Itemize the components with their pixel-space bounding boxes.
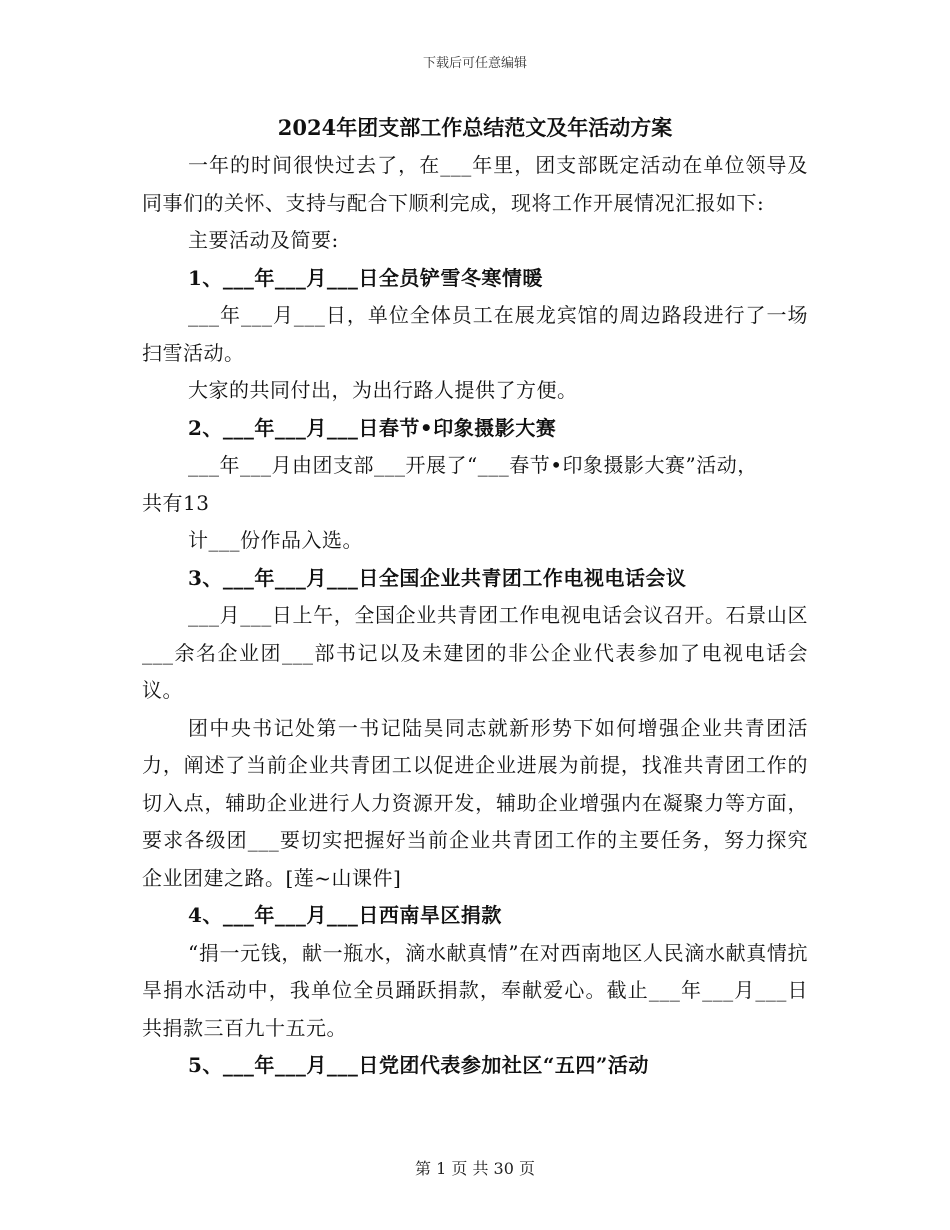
- body-paragraph: “捐一元钱，献一瓶水，滴水献真情”在对西南地区人民滴水献真情抗旱捐水活动中，我单位全员踊跃捐款，奉献爱心。截止___年___月___日共捐款三百九十五元。: [142, 940, 808, 1040]
- body-paragraph: 团中央书记处第一书记陆昊同志就新形势下如何增强企业共青团活力，阐述了当前企业共青团工以促进企业进展为前提，找准共青团工作的切入点，辅助企业进行人力资源开发，辅助企业增强内在凝聚力等方面，要求各级团___要切实把握好当前企业共青团工作的主要任务，努力探究企业团建之路。[莲~山课件]: [142, 715, 808, 890]
- section-heading: 3、___年___月___日全国企业共青团工作电视电话会议: [188, 565, 687, 590]
- section-heading: 5、___年___月___日党团代表参加社区“五四”活动: [188, 1053, 649, 1077]
- page-header-note: 下载后可任意编辑: [422, 56, 527, 71]
- body-paragraph: 大家的共同付出，为出行路人提供了方便。: [188, 378, 578, 402]
- body-paragraph: ___年___月___日，单位全体员工在展龙宾馆的周边路段进行了一场扫雪活动。: [142, 303, 808, 365]
- document-title: 2024年团支部工作总结范文及年活动方案: [277, 115, 673, 140]
- document-body: [142, 112, 808, 1085]
- body-paragraph: 一年的时间很快过去了，在___年里，团支部既定活动在单位领导及同事们的关怀、支持与配合下顺利完成，现将工作开展情况汇报如下:: [142, 153, 808, 215]
- page-footer-number: 第 1 页 共 30 页: [415, 1159, 535, 1178]
- body-paragraph: ___月___日上午，全国企业共青团工作电视电话会议召开。石景山区___余名企业团___部书记以及未建团的非公企业代表参加了电视电话会议。: [142, 603, 808, 702]
- body-paragraph: 共有13: [142, 490, 210, 515]
- section-heading: 4、___年___月___日西南旱区捐款: [188, 903, 502, 927]
- body-paragraph: 计___份作品入选。: [188, 528, 363, 552]
- paragraph-list: [142, 147, 808, 1085]
- body-paragraph: ___年___月由团支部___开展了“___春节•印象摄影大赛”活动，: [188, 453, 758, 477]
- section-heading: 1、___年___月___日全员铲雪冬寒情暖: [188, 265, 543, 290]
- section-heading: 2、___年___月___日春节•印象摄影大赛: [188, 415, 557, 440]
- body-paragraph: 主要活动及简要:: [188, 228, 339, 252]
